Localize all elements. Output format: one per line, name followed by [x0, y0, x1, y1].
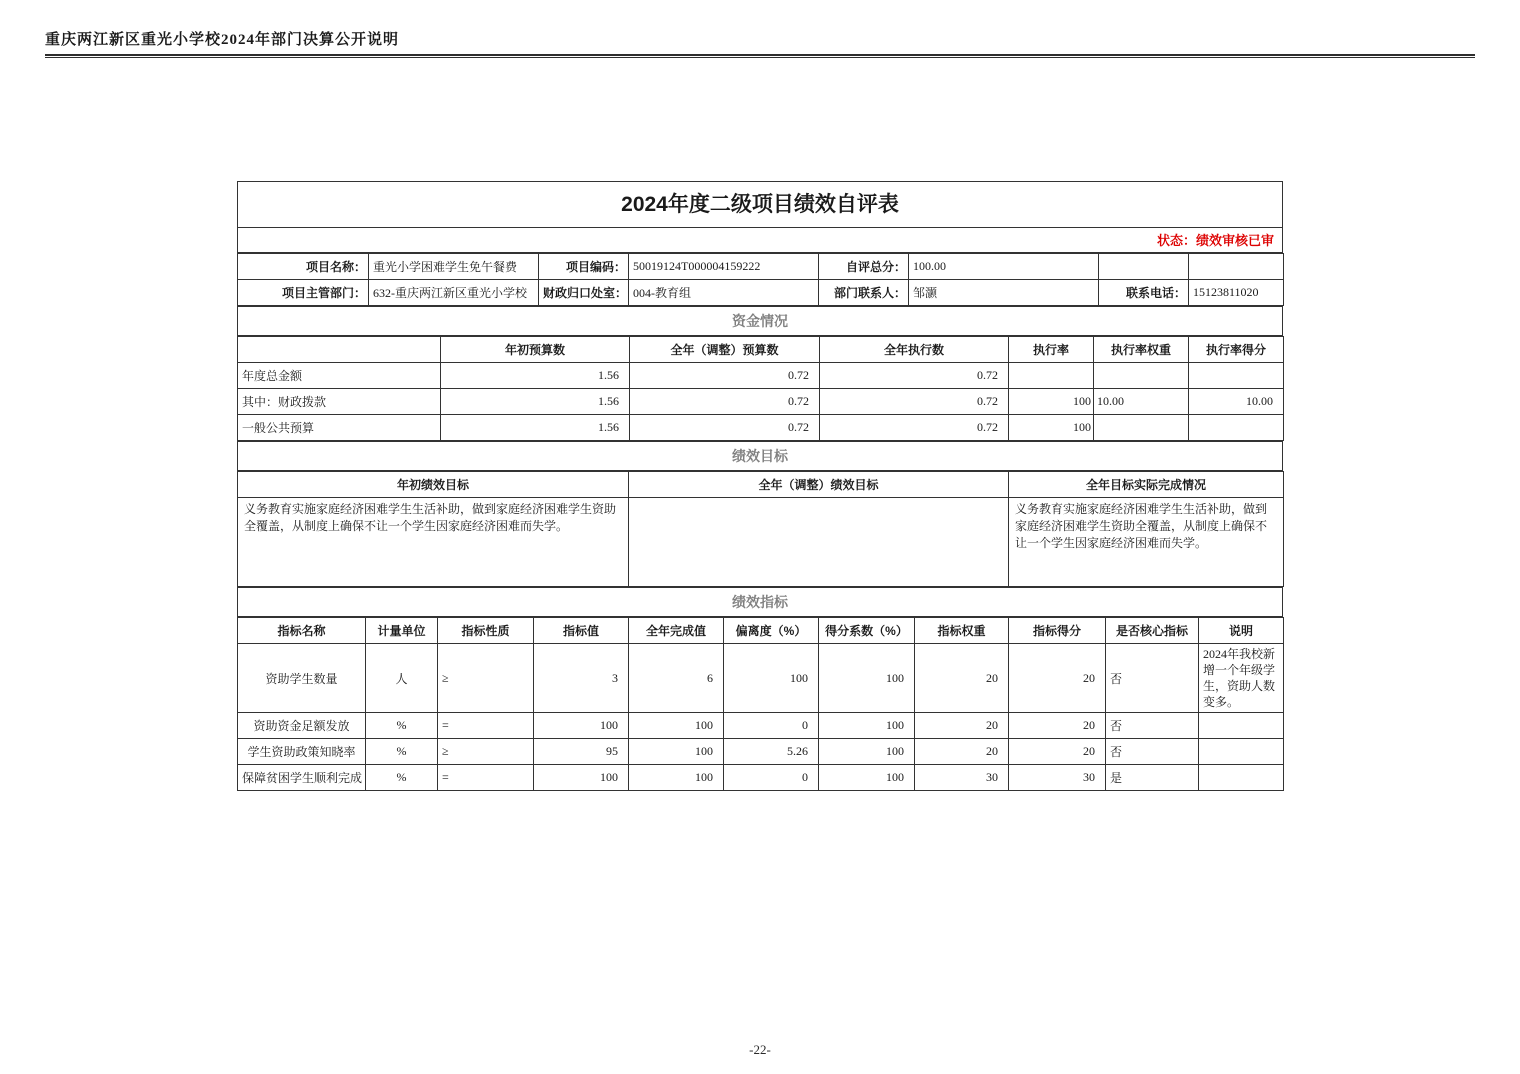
indicator-note: [1199, 713, 1284, 739]
funding-cell: 0.72: [630, 389, 820, 415]
project-name-value: 重光小学困难学生免午餐费: [369, 254, 539, 280]
report-title: 2024年度二级项目绩效自评表: [237, 181, 1283, 228]
funding-cell: 100: [1009, 415, 1094, 441]
indicator-cell: 3: [534, 644, 629, 713]
doc-header: [45, 28, 1475, 58]
header-divider: [45, 54, 1475, 58]
indicator-col-header: 是否核心指标: [1106, 618, 1199, 644]
project-name-label: 项目名称：: [238, 254, 369, 280]
contact-label: 部门联系人：: [819, 280, 909, 306]
indicator-cell: 5.26: [724, 739, 819, 765]
indicator-cell: 100: [534, 713, 629, 739]
indicator-col-header: 指标值: [534, 618, 629, 644]
indicator-row: [238, 739, 1284, 765]
goal-initial-text: 义务教育实施家庭经济困难学生生活补助，做到家庭经济困难学生资助全覆盖，从制度上确保不让一个学生因家庭经济困难而失学。: [238, 498, 629, 587]
indicator-unit: %: [366, 765, 438, 791]
funding-row-label: 一般公共预算: [238, 415, 441, 441]
section-header-goals: 绩效目标: [237, 441, 1283, 471]
doc-header-title: 重庆两江新区重光小学校2024年部门决算公开说明: [45, 32, 400, 48]
indicator-cell: 100: [629, 739, 724, 765]
funding-cell: [1094, 363, 1189, 389]
indicator-cell: 100: [819, 644, 915, 713]
funding-cell: 0.72: [630, 363, 820, 389]
goals-col-header: 全年（调整）绩效目标: [629, 472, 1009, 498]
indicator-note: [1199, 739, 1284, 765]
funding-col-header: 执行率: [1009, 337, 1094, 363]
indicator-note: [1199, 765, 1284, 791]
funding-col-header: 全年（调整）预算数: [630, 337, 820, 363]
indicator-core-flag: 是: [1106, 765, 1199, 791]
dept-value: 632-重庆两江新区重光小学校: [369, 280, 539, 306]
indicator-row: [238, 644, 1284, 713]
indicator-cell: 20: [1009, 713, 1106, 739]
indicator-unit: 人: [366, 644, 438, 713]
page-number: -22-: [749, 1042, 771, 1057]
empty-cell: [1099, 254, 1189, 280]
indicator-core-flag: 否: [1106, 713, 1199, 739]
indicator-cell: 0: [724, 765, 819, 791]
goals-table: [237, 471, 1284, 587]
indicator-cell: 100: [819, 713, 915, 739]
self-score-label: 自评总分：: [819, 254, 909, 280]
indicator-nature: ≥: [438, 644, 534, 713]
indicator-nature: ≥: [438, 739, 534, 765]
indicator-core-flag: 否: [1106, 644, 1199, 713]
empty-cell: [1189, 254, 1284, 280]
indicator-cell: 20: [915, 713, 1009, 739]
indicator-unit: %: [366, 739, 438, 765]
funding-row: [238, 363, 1284, 389]
indicator-cell: 30: [1009, 765, 1106, 791]
funding-col-header: 执行率得分: [1189, 337, 1284, 363]
funding-cell: [1009, 363, 1094, 389]
indicator-col-header: 得分系数（%）: [819, 618, 915, 644]
indicator-cell: 100: [629, 713, 724, 739]
indicator-note: 2024年我校新增一个年级学生，资助人数变多。: [1199, 644, 1284, 713]
indicator-name: 资助资金足额发放: [238, 713, 366, 739]
funding-cell: 10.00: [1094, 389, 1189, 415]
indicator-cell: 6: [629, 644, 724, 713]
indicator-cell: 100: [629, 765, 724, 791]
section-header-funding: 资金情况: [237, 306, 1283, 336]
indicator-col-header: 偏离度（%）: [724, 618, 819, 644]
indicator-row: [238, 713, 1284, 739]
funding-cell: 1.56: [441, 363, 630, 389]
contact-value: 邹灏: [909, 280, 1099, 306]
indicator-col-header: 指标得分: [1009, 618, 1106, 644]
dept-label: 项目主管部门：: [238, 280, 369, 306]
funding-col-header: 执行率权重: [1094, 337, 1189, 363]
funding-cell: 1.56: [441, 389, 630, 415]
project-code-label: 项目编码：: [539, 254, 629, 280]
indicator-cell: 100: [534, 765, 629, 791]
funding-cell: 0.72: [820, 363, 1009, 389]
indicator-cell: 20: [915, 739, 1009, 765]
funding-row-label: 其中：财政拨款: [238, 389, 441, 415]
indicator-col-header: 说明: [1199, 618, 1284, 644]
indicator-col-header: 计量单位: [366, 618, 438, 644]
report-table: [237, 181, 1283, 791]
funding-cell: [1189, 415, 1284, 441]
indicator-col-header: 指标权重: [915, 618, 1009, 644]
funding-cell: [1094, 415, 1189, 441]
indicator-nature: =: [438, 765, 534, 791]
indicator-name: 保障贫困学生顺利完成: [238, 765, 366, 791]
section-header-indicators: 绩效指标: [237, 587, 1283, 617]
phone-value: 15123811020: [1189, 280, 1284, 306]
indicator-name: 学生资助政策知晓率: [238, 739, 366, 765]
indicator-cell: 100: [819, 765, 915, 791]
goals-col-header: 年初绩效目标: [238, 472, 629, 498]
funding-cell: 0.72: [820, 415, 1009, 441]
indicator-cell: 20: [1009, 644, 1106, 713]
info-table: [237, 253, 1284, 306]
info-row-2: [238, 280, 1284, 306]
self-score-value: 100.00: [909, 254, 1099, 280]
funding-cell: 1.56: [441, 415, 630, 441]
project-code-value: 50019124T000004159222: [629, 254, 819, 280]
indicator-core-flag: 否: [1106, 739, 1199, 765]
funding-table: [237, 336, 1284, 441]
indicator-nature: =: [438, 713, 534, 739]
indicators-header-row: [238, 618, 1284, 644]
funding-col-header: 全年执行数: [820, 337, 1009, 363]
funding-cell: 0.72: [630, 415, 820, 441]
indicator-row: [238, 765, 1284, 791]
indicator-cell: 95: [534, 739, 629, 765]
funding-cell: [1189, 363, 1284, 389]
indicator-col-header: 全年完成值: [629, 618, 724, 644]
funding-col-header: 年初预算数: [441, 337, 630, 363]
indicator-cell: 0: [724, 713, 819, 739]
indicator-col-header: 指标性质: [438, 618, 534, 644]
funding-row: [238, 389, 1284, 415]
indicator-name: 资助学生数量: [238, 644, 366, 713]
indicator-unit: %: [366, 713, 438, 739]
goal-adjusted-text: [629, 498, 1009, 587]
goal-actual-text: 义务教育实施家庭经济困难学生生活补助，做到家庭经济困难学生资助全覆盖，从制度上确保不让一个学生因家庭经济困难而失学。: [1009, 498, 1284, 587]
empty-cell: [238, 337, 441, 363]
funding-cell: 100: [1009, 389, 1094, 415]
funding-row-label: 年度总金额: [238, 363, 441, 389]
funding-header-row: [238, 337, 1284, 363]
indicator-cell: 20: [915, 644, 1009, 713]
funding-row: [238, 415, 1284, 441]
finance-office-label: 财政归口处室：: [539, 280, 629, 306]
indicator-cell: 100: [724, 644, 819, 713]
indicator-cell: 30: [915, 765, 1009, 791]
goals-header-row: [238, 472, 1284, 498]
goals-content-row: [238, 498, 1284, 587]
funding-cell: 10.00: [1189, 389, 1284, 415]
info-row-1: [238, 254, 1284, 280]
funding-cell: 0.72: [820, 389, 1009, 415]
indicator-col-header: 指标名称: [238, 618, 366, 644]
status-badge: 状态：绩效审核已审: [237, 228, 1283, 253]
phone-label: 联系电话：: [1099, 280, 1189, 306]
indicator-cell: 20: [1009, 739, 1106, 765]
indicator-cell: 100: [819, 739, 915, 765]
goals-col-header: 全年目标实际完成情况: [1009, 472, 1284, 498]
indicators-table: [237, 617, 1284, 791]
finance-office-value: 004-教育组: [629, 280, 819, 306]
